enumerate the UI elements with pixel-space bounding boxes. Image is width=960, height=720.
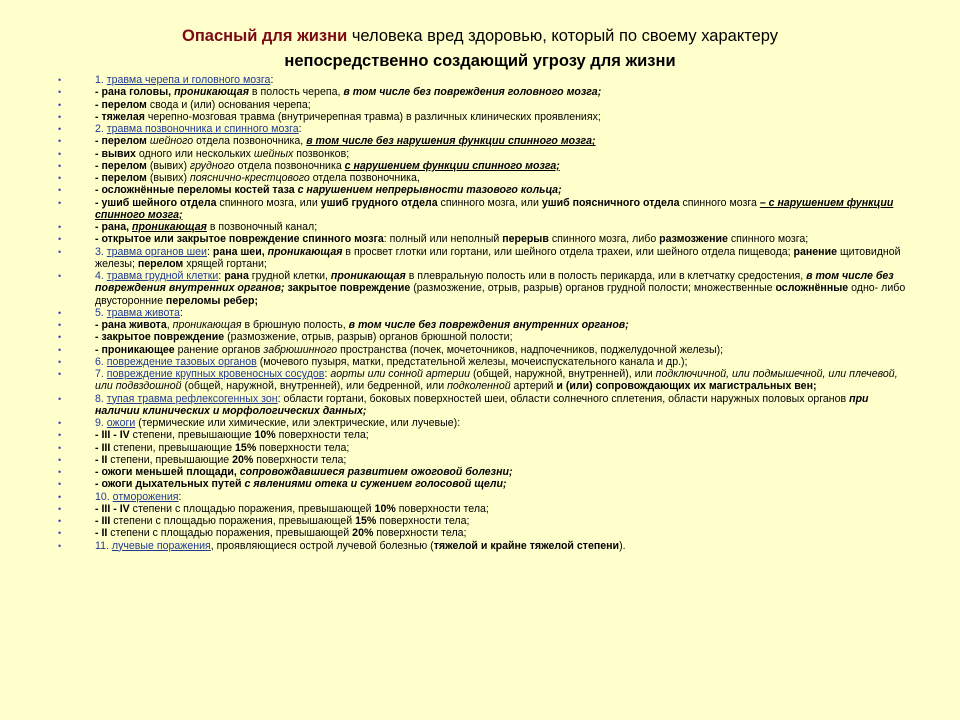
list-item-text: - перелом [95, 172, 147, 184]
list-item-text: травма грудной клетки [106, 270, 219, 282]
list-item-text: повреждение крупных кровеносных сосудов [106, 368, 325, 380]
list-item-text: - тяжелая [95, 110, 145, 123]
list-item-text: в том числе без повреждения внутренних органов; [95, 270, 894, 295]
list-item-text: в полость черепа, [248, 86, 344, 99]
list-item-text: 11. [95, 539, 112, 552]
list-item-text: перелом [137, 257, 184, 270]
list-item-text: - III [95, 441, 111, 454]
list-item [58, 454, 908, 466]
list-item-text: (размозжение, отрыв, разрыв) органов грудной полости; множественные [410, 282, 776, 295]
list-item-text: в том числе без повреждения внутренних органов; [348, 319, 629, 331]
list-item-text: - рана живота [95, 319, 167, 331]
title-highlight: Опасный для жизни [181, 27, 348, 45]
list-item-text: - ожоги меньшей площади, [95, 466, 240, 478]
list-item [58, 368, 908, 393]
list-item [58, 466, 908, 478]
list-item-text: (размозжение, отрыв, разрыв) органов брюшной полости; [224, 331, 513, 344]
list-item-text: лучевые поражения [111, 539, 211, 552]
list-item-text: 15% [235, 441, 257, 454]
list-item [58, 123, 908, 135]
list-item-text: поверхности тела; [256, 441, 350, 454]
list-item [58, 184, 908, 196]
list-item-text: ). [619, 539, 626, 552]
list-item-text: 3. [95, 245, 107, 258]
list-item-text: спинного мозга, или [216, 196, 321, 209]
list-item [58, 442, 908, 454]
list-item-text: - вывих [95, 147, 136, 160]
list-item [58, 331, 908, 343]
list-item-text: (общей, наружной, внутренней), или бедренной, или [181, 380, 448, 393]
title-line-1 [40, 24, 920, 49]
list-item-text: проникающая [330, 270, 406, 282]
list-item-text: поверхности тела; [373, 527, 467, 540]
list-item-text: : [179, 306, 183, 319]
list-item [58, 270, 908, 307]
list-item-text: грудной клетки, [248, 270, 331, 282]
list-item-text: аорты или сонной артерии [330, 368, 471, 380]
list-item-text: в просвет глотки или гортани, или шейного отдела трахеи, или шейного отдела пищевода; [342, 245, 794, 258]
list-item-text: - осложнённые переломы костей таза [95, 184, 298, 197]
list-item-text: 6. [95, 355, 107, 368]
title-rest: человека вред здоровью, который по своему характеру [347, 27, 779, 45]
list-item-text: 10% [374, 502, 396, 515]
list-item-text: - рана, [95, 221, 133, 233]
list-item-text: черепно-мозговая травма (внутричерепная травма) в различных клинических проявлениях; [144, 110, 601, 123]
list-item-text: поверхности тела; [376, 515, 470, 527]
list-item-text: : [206, 245, 213, 258]
list-item-text: размозжение [659, 233, 728, 246]
list-item-text: при наличии клинических и морфологических данных; [95, 392, 869, 417]
list-item-text: забрюшинного [263, 343, 338, 356]
list-item-text: 20% [232, 453, 254, 466]
list-item-text: - проникающее [95, 343, 175, 356]
list-item-text: 5. [95, 306, 107, 319]
list-item-text: 9. [95, 417, 107, 429]
list-item-text: пояснично-крестцового [189, 172, 310, 184]
list-item [58, 319, 908, 331]
list-item-text: спинного мозга, или [437, 196, 542, 209]
list-item-text: степени с площадью поражения, превышающей [110, 515, 356, 527]
list-item-text: травма позвоночника и спинного мозга [106, 123, 299, 135]
list-item-text: 8. [95, 392, 107, 405]
list-item-text: спинного мозга; [727, 233, 809, 246]
list-item-text: отдела позвоночника, [193, 135, 307, 148]
list-item-text: щитовидной железы; [95, 245, 901, 270]
list-item [58, 527, 908, 539]
list-item-text: степени, превышающие [110, 441, 236, 454]
list-item-text: 15% [355, 515, 377, 527]
list-item-text: 10% [254, 429, 276, 442]
list-item-text: : области гортани, боковых поверхностей шеи, области солнечного сплетения, области наружных половых органов [277, 392, 850, 405]
list-item-text: сопровождавшиеся развитием ожоговой болезни; [239, 466, 513, 478]
list-item-text: - III - IV [95, 502, 130, 515]
list-item-text: грудного [189, 159, 235, 172]
list-item-text: с нарушением непрерывности тазового кольца; [297, 184, 562, 197]
list-item-text: степени, превышающие [129, 429, 255, 442]
list-item-text: травма органов шеи [106, 245, 207, 258]
list-item-text: закрытое повреждение [287, 282, 411, 295]
list-item-text: проникающая [132, 221, 207, 233]
list-item [58, 86, 908, 98]
list-item-text: степени с площадью поражения, превышающей [129, 502, 375, 515]
list-item [58, 111, 908, 123]
list-item-text: - III [95, 515, 111, 527]
list-item-text: отморожения [112, 490, 179, 503]
list-item-text: травма черепа и головного мозга [106, 74, 271, 86]
list-item-text: свода и (или) основания черепа; [146, 98, 311, 111]
list-item-text: тупая травма рефлексогенных зон [106, 392, 278, 405]
list-item-text: , проявляющиеся острой лучевой болезнью ( [210, 539, 434, 552]
list-item-text: рана шеи, [212, 245, 268, 258]
list-item-text: – с нарушением функции спинного мозга; [95, 196, 894, 221]
list-item-text: (вывих) [146, 172, 190, 184]
list-item-text: - II [95, 527, 108, 540]
list-item-text: с явлениями отека и сужением голосовой щели; [244, 478, 507, 491]
list-item-text: проникающая [174, 86, 249, 99]
list-item-text: шейных [253, 147, 294, 160]
list-item-text: 7. [95, 368, 107, 380]
list-item [58, 99, 908, 111]
list-item-text: ранение органов [174, 343, 264, 356]
list-item [58, 74, 908, 86]
list-item-text: поверхности тела; [275, 429, 369, 442]
list-item-text: в том числе без повреждения головного мозга; [343, 86, 602, 99]
list-item-text: (вывих) [146, 159, 190, 172]
list-item-text: - ушиб шейного отдела [95, 196, 217, 209]
list-item-text: : [270, 74, 274, 86]
list-item [58, 393, 908, 418]
list-item-text: перерыв [502, 233, 549, 246]
list-item-text: в том числе без нарушения функции спинного мозга; [306, 135, 596, 148]
list-item [58, 356, 908, 368]
list-item-text: : [218, 270, 225, 282]
list-item-text: - III - IV [95, 429, 130, 442]
list-item-text: отдела позвоночника [234, 159, 345, 172]
list-item-text: спинного мозга [679, 196, 760, 209]
list-item-text: с нарушением функции спинного мозга; [344, 159, 560, 172]
list-item-text: - перелом [95, 135, 147, 148]
list-item-text: : [324, 368, 331, 380]
list-item-text: одно- либо двусторонние [95, 282, 906, 307]
list-item-text: 20% [352, 527, 374, 540]
list-item-text: - перелом [95, 159, 147, 172]
list-item-text: подколенной [447, 380, 511, 393]
list-item-text: проникающая [267, 245, 343, 258]
list-item-text: и (или) сопровождающих их магистральных вен; [556, 380, 817, 393]
list-item-text: ожоги [106, 417, 136, 429]
list-item-text: 1. [95, 74, 107, 86]
title-line-2: непосредственно создающий угрозу для жизни [284, 52, 676, 70]
list-item [58, 344, 908, 356]
list-item-text: рана [224, 270, 249, 282]
list-item [58, 307, 908, 319]
list-item-text: - II [95, 453, 108, 466]
list-item-text: хрящей гортани; [183, 257, 267, 270]
list-item-text: ушиб поясничного отдела [541, 196, 680, 209]
list-item [58, 417, 908, 429]
list-item-text: : полный или неполный [383, 233, 503, 246]
list-item-text: пространства (почек, мочеточников, надпочечников, поджелудочной железы); [337, 343, 724, 356]
list-item-text: артерий [510, 380, 557, 393]
list-item-text: степени с площадью поражения, превышающей [107, 527, 353, 540]
list-item-text: ушиб грудного отдела [320, 196, 438, 209]
list-item [58, 246, 908, 271]
list-item-text: поверхности тела; [253, 453, 347, 466]
list-item [58, 148, 908, 160]
list-item-text: переломы ребер; [165, 294, 258, 307]
list-item [58, 515, 908, 527]
list-item [58, 135, 908, 147]
list-item-text: 2. [95, 123, 107, 135]
list-item-text: позвонков; [293, 147, 350, 160]
slide-title [40, 24, 920, 74]
list-item-text: в плевральную полость или в полость перикарда, или в клетчатку средостения, [405, 270, 807, 282]
list-item-text: степени, превышающие [107, 453, 233, 466]
list-item-text: в брюшную полость, [241, 319, 349, 331]
list-item-text: проникающая [172, 319, 242, 331]
list-item-text: шейного [149, 135, 194, 148]
list-item-text: - рана головы, [95, 86, 175, 99]
list-item-text: - открытое или закрытое повреждение спинного мозга [95, 233, 384, 246]
list-item-text: - закрытое повреждение [95, 331, 225, 344]
list-item [58, 197, 908, 222]
list-item-text: - перелом [95, 98, 147, 111]
list-item-text: спинного мозга, либо [548, 233, 660, 246]
list-item [58, 503, 908, 515]
list-item-text: травма живота [106, 306, 180, 319]
list-item-text: подключичной, или подмышечной, или плечевой, или подвздошной [95, 368, 898, 393]
list-item [58, 540, 908, 552]
list-item-text: : [298, 123, 302, 135]
list-item-text: тяжелой и крайне тяжелой степени [433, 539, 620, 552]
list-item-text: повреждение тазовых органов [106, 355, 257, 368]
list-item-text: ранение [793, 245, 837, 258]
list-item [58, 478, 908, 490]
list-item [58, 491, 908, 503]
criteria-list [58, 74, 908, 552]
list-item-text: осложнённые [775, 282, 849, 295]
list-item-text: в позвоночный канал; [206, 221, 318, 233]
list-item [58, 429, 908, 441]
list-item-text: (мочевого пузыря, матки, предстательной железы, мочеиспускательного канала и др.); [256, 355, 688, 368]
list-item-text: 4. [95, 270, 107, 282]
list-item-text: - ожоги дыхательных путей [95, 478, 245, 491]
list-item-text: отдела позвоночника, [309, 172, 420, 184]
list-item-text: (термические или химические, или электрические, или лучевые): [135, 417, 461, 429]
list-item [58, 221, 908, 233]
list-item-text: (общей, наружной, внутренней), или [470, 368, 656, 380]
list-item-text: : [178, 490, 182, 503]
list-item-text: , [166, 319, 173, 331]
list-item [58, 160, 908, 172]
list-item [58, 172, 908, 184]
list-item-text: одного или нескольких [135, 147, 254, 160]
list-item [58, 233, 908, 245]
list-item-text: поверхности тела; [395, 502, 489, 515]
list-item-text: 10. [95, 490, 113, 503]
